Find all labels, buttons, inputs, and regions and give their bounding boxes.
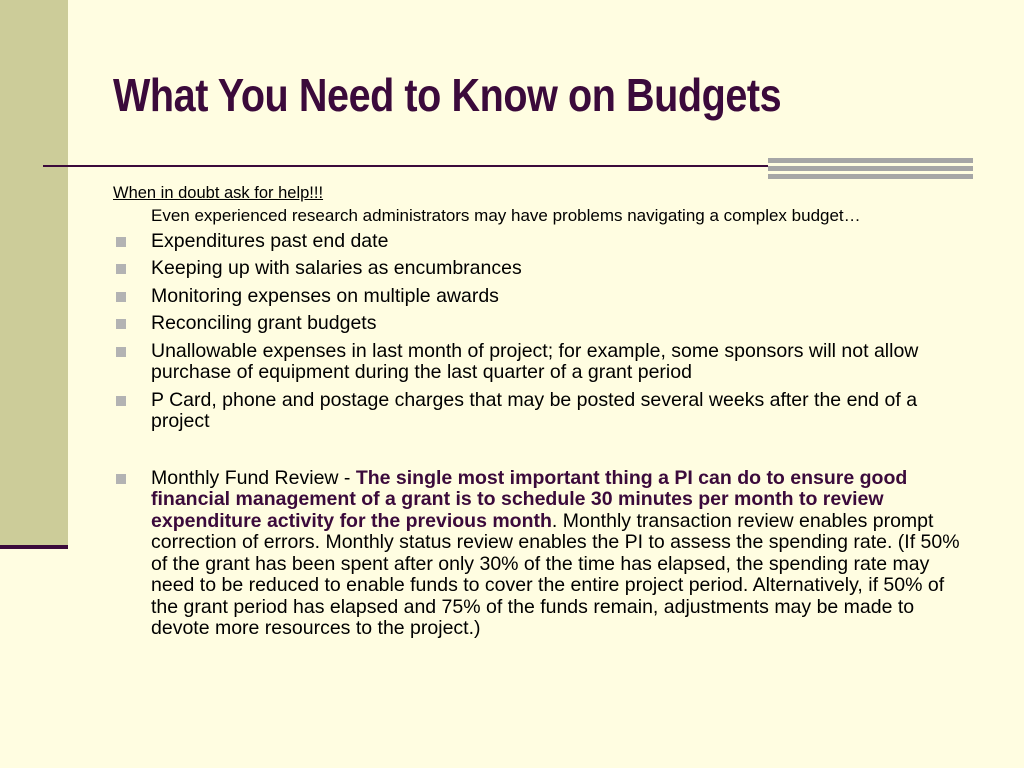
slide-title: What You Need to Know on Budgets (113, 69, 782, 121)
square-bullet-icon (116, 292, 126, 302)
bullet-text: Reconciling grant budgets (151, 312, 377, 334)
bullet-item (113, 286, 973, 308)
bullet-text: Unallowable expenses in last month of project; for example, some sponsors will not allow purchase of equipment during the last quarter of a grant period (151, 339, 919, 383)
lead-text: Even experienced research administrators may have problems navigating a complex budget… (151, 205, 861, 225)
square-bullet-icon (116, 319, 126, 329)
monthly-review-details: . Monthly transaction review enables prompt correction of errors. Monthly status review enables the PI to assess the spending rate. (If 50% of the grant has been spent after only 30% of the time has elapsed, the spending rate may need to be reduced to enable funds to cover the entire project period. Alternatively, if 50% of the grant period has elapsed and 75% of the funds remain, adjustments may be made to devote more resources to the project.) (151, 509, 960, 639)
bullet-text: Expenditures past end date (151, 229, 389, 252)
bullet-text: Monitoring expenses on multiple awards (151, 284, 499, 307)
bullet-item (113, 313, 973, 335)
bullet-list (113, 231, 973, 433)
bullet-item (113, 390, 973, 433)
bullet-item (113, 258, 973, 280)
decor-striped-bar (768, 158, 973, 179)
monthly-review-item (113, 468, 973, 640)
square-bullet-icon (116, 237, 126, 247)
bullet-text: Keeping up with salaries as encumbrances (151, 257, 522, 279)
bullet-text: P Card, phone and postage charges that may be posted several weeks after the end of a project (151, 388, 918, 432)
left-decor-band (0, 0, 68, 545)
monthly-review-emphasis: The single most important thing a PI can do to ensure good financial management of a grant is to schedule 30 minutes per month to review expenditure activity for the previous month (151, 466, 908, 532)
left-decor-line (0, 545, 68, 549)
slide-body (113, 183, 973, 646)
square-bullet-icon (116, 396, 126, 406)
monthly-review-list (113, 468, 973, 640)
spacer (113, 439, 973, 468)
square-bullet-icon (116, 474, 126, 484)
bullet-item (113, 341, 973, 384)
lead-heading: When in doubt ask for help!!! (113, 184, 324, 202)
monthly-review-label: Monthly Fund Review - (151, 466, 356, 489)
bullet-item (113, 231, 973, 253)
square-bullet-icon (116, 347, 126, 357)
square-bullet-icon (116, 264, 126, 274)
